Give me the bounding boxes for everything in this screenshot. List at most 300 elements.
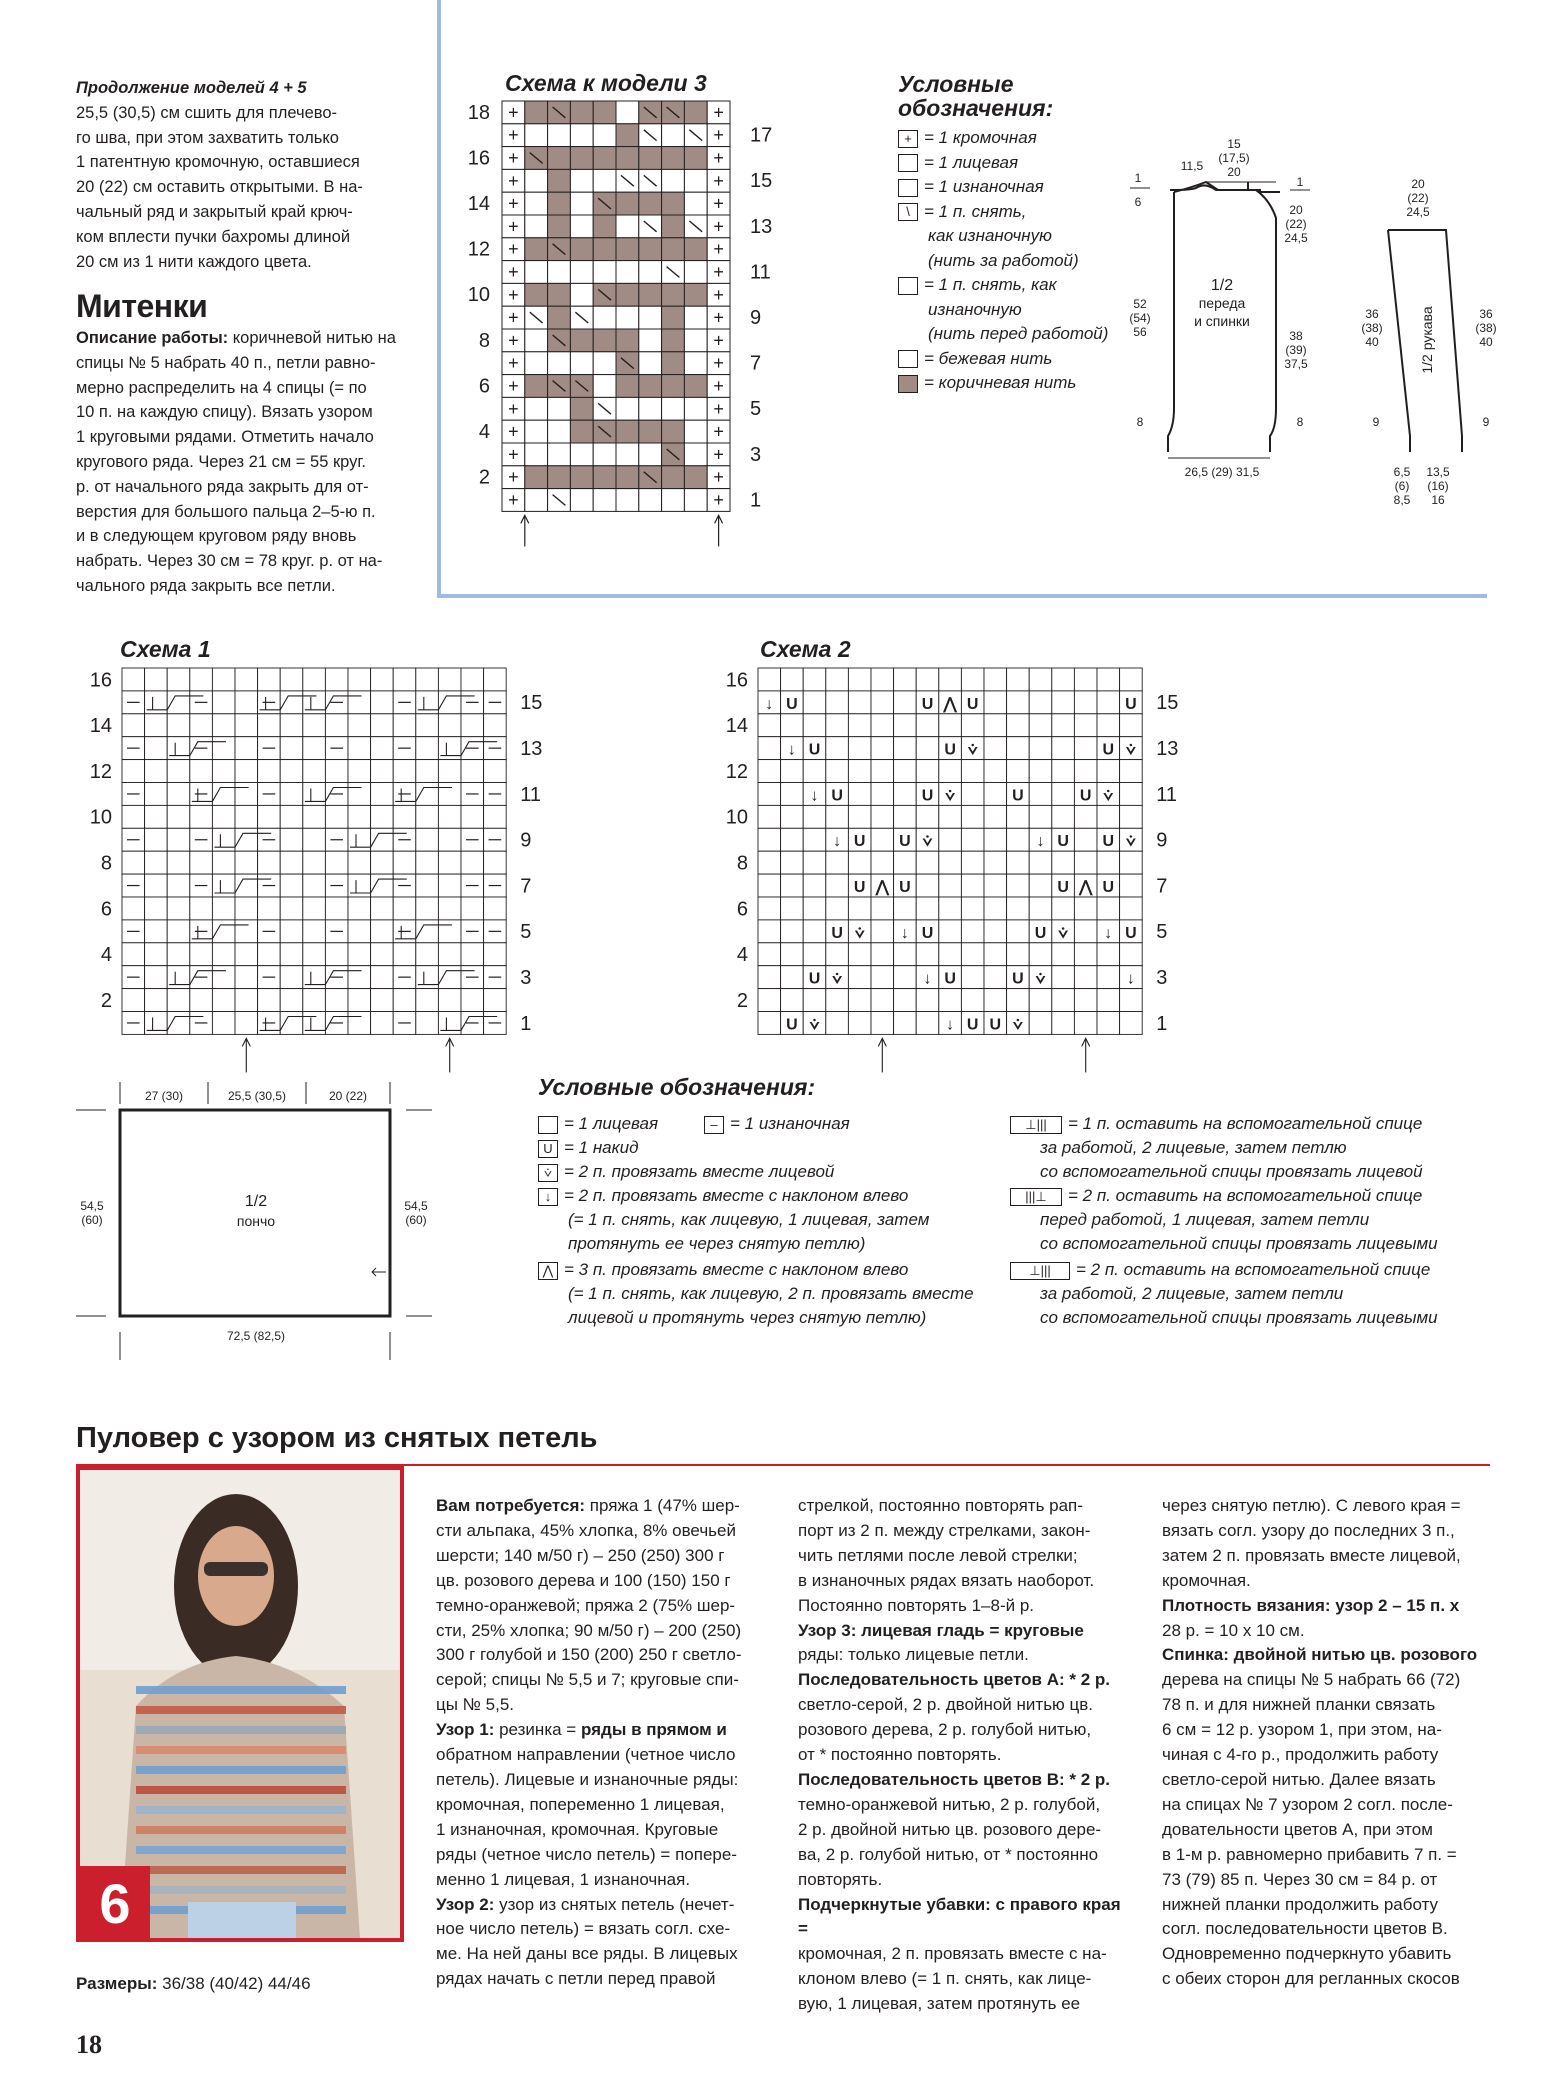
dim-top3: 20 [1227,165,1241,179]
chart-cell [235,737,258,760]
yarn-over-symbol: U [944,970,956,988]
chart-cell [393,943,416,966]
chart-cell [438,805,461,828]
chart-cell [916,897,939,920]
chart-cell [548,466,571,489]
chart-cell [593,329,616,352]
sl-w1c: 8,5 [1393,493,1411,507]
text-line: через снятую петлю). С левого края = [1162,1496,1461,1515]
yarn-over-symbol: U [1012,970,1024,988]
chart-cell [525,169,548,192]
chart-cell [1029,851,1052,874]
text-line: Последовательность цветов А: * 2 р. [798,1670,1110,1690]
chart-cell [438,874,461,897]
dim-l3: 56 [1133,325,1147,339]
chart-cell [961,989,984,1012]
text-line [436,1569,766,1594]
chart-cell [1120,783,1143,806]
poncho-dim-left1: 54,5 [80,1199,104,1213]
chart-cell [916,851,939,874]
text-line [436,1893,766,1918]
chart-cell [235,783,258,806]
chart-cell [826,805,849,828]
chart-cell [570,147,593,170]
legend2-text: = 1 изнаночная [730,1114,850,1133]
legend2-item [568,1232,865,1256]
chart-cell [348,943,371,966]
chart-cell [961,760,984,783]
sl-top3: 24,5 [1406,205,1430,219]
dim-b2: 8 [1296,415,1304,429]
text-line [436,1793,766,1818]
chart-cell [1097,668,1120,691]
chart-cell [1029,1012,1052,1035]
mitenki-title: Митенки [76,288,208,324]
text-line: от * постоянно повторять. [798,1745,1002,1765]
chart-cell [145,943,168,966]
chart-cell [961,897,984,920]
chart-cell [325,668,348,691]
edge-symbol: + [508,353,519,374]
chart-cell [984,668,1007,691]
edge-symbol: + [508,398,519,419]
chart-cell [758,851,781,874]
chart-cell [758,897,781,920]
chart-cell [303,943,326,966]
row-number-left: 4 [100,944,112,967]
chart-cell [570,466,593,489]
dim-l1: 52 [1133,297,1147,311]
chart-cell [303,851,326,874]
yarn-over-symbol: U [808,970,821,988]
legend3-symbol-icon: + [898,130,918,148]
chart-cell [145,897,168,920]
chart-cell [438,783,461,806]
chart-cell [235,897,258,920]
chart-cell [348,714,371,737]
row-number-left: 18 [467,101,490,124]
legend2-item [538,1112,658,1136]
text-line [436,1668,766,1693]
legend2-symbol-icon: ⊥||| [1010,1262,1070,1280]
chart-cell [1029,943,1052,966]
legend2-item [1040,1160,1423,1184]
chart-cell [438,943,461,966]
chart-cell [122,668,145,691]
chart-cell [438,737,461,760]
chart-cell [548,169,571,192]
chart-cell [781,668,804,691]
text-line: 78 п. и для нижней планки связать [1162,1695,1436,1715]
sl-r3: 40 [1479,335,1493,349]
edge-symbol: + [713,421,724,442]
chart-cell [1120,760,1143,783]
chart-cell [758,966,781,989]
chart-cell [1007,989,1030,1012]
chart-cell [235,943,258,966]
text-line [436,1594,766,1619]
legend3-text: как изнаночную [928,226,1052,245]
chart-cell [1029,989,1052,1012]
chart-cell [826,897,849,920]
chart-cell [984,851,1007,874]
poncho-label2: пончо [236,1213,276,1229]
chart-cell [961,783,984,806]
row-number-right: 11 [1156,783,1177,806]
legend3-symbol-icon [898,277,918,295]
yarn-over-symbol: U [1102,878,1115,896]
legend3-title1: Условные [898,71,1014,97]
schema1-grid [76,664,676,1076]
chart-cell [416,714,439,737]
chart-cell [303,737,326,760]
chart-cell [393,851,416,874]
line-text: 300 г голубой и 150 (200) 250 г светло- [436,1645,742,1665]
row-number-right: 5 [1156,921,1168,944]
edge-symbol: + [508,239,519,260]
chart-cell [438,714,461,737]
chart-cell [1120,714,1143,737]
row-number-left: 2 [100,989,112,1012]
schema2-grid [712,664,1312,1076]
chart-cell [593,352,616,375]
chart-cell [393,989,416,1012]
text-line: 10 п. на каждую спицу). Вязать узором [76,403,373,422]
chart-cell [1074,943,1097,966]
chart-cell [303,783,326,806]
sleeve-label: 1/2 рукава [1419,306,1435,374]
chart-cell [438,851,461,874]
chart-cell [662,147,685,170]
legend2-item [1040,1282,1343,1306]
text-line: 25,5 (30,5) см сшить для плечево- [76,103,337,122]
chart-cell [616,261,639,284]
dim-width: 26,5 (29) 31,5 [1184,465,1260,479]
chart-cell [438,828,461,851]
chart-cell [684,192,707,215]
yarn-over-symbol: U [1102,741,1115,759]
legend2-symbol-icon: – [704,1116,724,1134]
legend3-symbol-icon [898,375,918,393]
chart-cell [416,874,439,897]
chart-cell [484,943,507,966]
legend2-text: перед работой, 1 лицевая, затем петли [1040,1210,1370,1229]
chart-cell [1074,668,1097,691]
chart-cell [684,443,707,466]
chart-cell [826,851,849,874]
chart-cell [1052,691,1075,714]
chart-cell [684,352,707,375]
chart-cell [348,920,371,943]
chart-cell [984,805,1007,828]
text-line [436,1967,766,1992]
text-line: ряды: только лицевые петли. [798,1645,1029,1665]
sl-r2: (38) [1475,321,1497,335]
chart-cell [167,828,190,851]
chart-cell [280,691,303,714]
sweater-stripe [136,1766,346,1774]
chart-cell [348,851,371,874]
chart-cell [684,283,707,306]
chart-cell [616,147,639,170]
chart-cell [961,851,984,874]
chart-cell [212,805,235,828]
row-number-left: 14 [89,715,112,738]
edge-symbol: + [713,353,724,374]
chart-cell [570,283,593,306]
legend2-text: = 2 п. оставить на вспомогательной спице [1068,1186,1423,1205]
chart-cell [348,783,371,806]
legend2-item [568,1208,929,1232]
chart-cell [280,828,303,851]
chart-cell [416,828,439,851]
row-number-left: 4 [736,944,748,967]
text-line: повторять. [798,1869,883,1889]
chart-cell [212,783,235,806]
chart-cell [258,760,281,783]
legend3-text: = 1 изнаночная [924,177,1044,196]
chart-cell [1029,760,1052,783]
chart-cell [371,760,394,783]
text-line: в 1-м р. равномерно прибавить 7 п. = [1162,1844,1457,1864]
text-line: ком вплести пучки бахромы длиной [76,227,351,246]
frame-horizontal-line [437,594,1487,598]
text-line: дерева на спицы № 5 набрать 66 (72) [1162,1670,1461,1690]
edge-symbol: + [713,444,724,465]
chart-cell [325,805,348,828]
chart-cell [303,1012,326,1035]
continuation-text [76,76,406,274]
row-number-right: 7 [1156,875,1168,898]
chart-cell [280,851,303,874]
chart-cell [894,783,917,806]
chart-cell [416,966,439,989]
chart-cell [1074,805,1097,828]
chart-cell [1074,828,1097,851]
chart-cell [525,101,548,124]
sl-b2: 9 [1482,415,1490,429]
edge-symbol: + [508,307,519,328]
chart-cell [325,760,348,783]
chart-cell [939,714,962,737]
chart-cell [616,329,639,352]
chart-cell [416,805,439,828]
edge-symbol: + [713,216,724,237]
k2tog-symbol: ⩒ [832,970,842,988]
chart-cell [371,691,394,714]
legend3-symbol-icon [898,350,918,368]
chart-cell [662,238,685,261]
chart-cell [212,943,235,966]
chart-cell [1097,897,1120,920]
chart-cell [984,897,1007,920]
legend2-text: со вспомогательной спицы провязать лицевыми [1040,1234,1438,1253]
poncho-dim-top3: 20 (22) [328,1089,368,1103]
text-line [436,1818,766,1843]
chart-cell [393,897,416,920]
chart-cell [525,489,548,512]
text-line [436,1868,766,1893]
row-number-left: 10 [89,806,112,829]
chart-cell [803,989,826,1012]
chart-cell [167,966,190,989]
sweater-stripe [136,1826,346,1834]
chart-cell [348,874,371,897]
chart-cell [848,989,871,1012]
text-line: ва, 2 р. голубой нитью, от * постоянно [798,1844,1099,1864]
chart-cell [371,805,394,828]
edge-symbol: + [508,376,519,396]
text-line: довательности цветов А, при этом [1162,1819,1433,1839]
chart-cell [325,943,348,966]
chart-cell [1120,1012,1143,1035]
chart-cell [593,261,616,284]
chart-cell [593,375,616,398]
legend2-text: = 1 лицевая [564,1114,659,1133]
chart-cell [416,668,439,691]
chart-cell [303,874,326,897]
chart-cell [167,920,190,943]
edge-symbol: + [713,102,724,123]
chart-cell [826,714,849,737]
chart-cell [1074,897,1097,920]
chart-cell [871,943,894,966]
text-line: с обеих сторон для регланных скосов [1162,1969,1460,1989]
chart-cell [438,966,461,989]
chart-cell [662,375,685,398]
chart-cell [484,805,507,828]
text-line: клоном влево (= 1 п. снять, как лице- [798,1969,1092,1989]
sl-r1: 36 [1479,307,1493,321]
chart-cell [1120,874,1143,897]
dim-h2: (22) [1285,217,1307,231]
text-line: и в следующем круговом ряду вновь [76,527,357,546]
chart-cell [548,147,571,170]
row-number-right: 13 [1156,738,1179,761]
yarn-over-symbol: U [831,924,843,942]
chart-cell [548,352,571,375]
chart-cell [371,1012,394,1035]
chart-cell [280,783,303,806]
schema3-grid [460,96,880,556]
text-line [436,1494,766,1519]
edge-symbol: + [713,193,724,214]
k2tog-left-symbol: ↓ [765,695,774,713]
chart-cell [826,760,849,783]
chart-cell [894,966,917,989]
chart-cell [593,124,616,147]
chart-cell [325,897,348,920]
k2tog-left-symbol: ↓ [787,741,796,759]
text-line [436,1917,766,1942]
row-number-right: 7 [520,875,532,898]
edge-symbol: + [508,170,519,191]
k2tog-left-symbol: ↓ [833,833,842,851]
chart-cell [280,805,303,828]
text-column-3 [1162,1494,1492,1992]
chart-cell [758,989,781,1012]
row-number-left: 12 [89,760,112,783]
chart-cell [190,989,213,1012]
chart-cell [438,691,461,714]
legend3-text: (нить перед работой) [928,324,1109,343]
row-number-right: 3 [520,967,532,990]
legend2-text: = 1 п. оставить на вспомогательной спице [1068,1114,1423,1133]
chart-cell [461,714,484,737]
edge-symbol: + [508,467,519,488]
legend2-item [1040,1232,1438,1256]
line-text: темно-оранжевой; пряжа 2 (75% шер- [436,1595,736,1615]
chart-cell [684,101,707,124]
chart-cell [616,215,639,238]
chart-cell [280,737,303,760]
edge-symbol: + [713,467,724,488]
chart-cell [871,989,894,1012]
chart-cell [212,989,235,1012]
chart-cell [212,897,235,920]
yarn-over-symbol: U [1057,878,1069,896]
edge-symbol: + [508,193,519,214]
yarn-over-symbol: U [989,1016,1002,1034]
k3tog-symbol: ⋀ [1079,878,1093,896]
chart-cell [939,760,962,783]
chart-cell [122,851,145,874]
chart-cell [348,1012,371,1035]
chart-cell [167,989,190,1012]
chart-cell [1074,920,1097,943]
chart-cell [212,874,235,897]
chart-cell [235,714,258,737]
chart-cell [616,192,639,215]
yarn-over-symbol: U [1079,787,1092,805]
chart-cell [758,874,781,897]
chart-cell [235,989,258,1012]
yarn-over-symbol: U [899,833,911,851]
poncho-dim-left2: (60) [81,1213,103,1227]
legend2-item [1040,1208,1369,1232]
text-line: спицы № 5 набрать 40 п., петли равно- [76,353,376,372]
chart-cell [961,966,984,989]
chart-cell [803,874,826,897]
chart-cell [593,238,616,261]
chart-cell [758,943,781,966]
edge-symbol: + [713,490,724,510]
chart-cell [325,714,348,737]
k2tog-symbol: ⩒ [922,833,933,851]
chart-cell [781,897,804,920]
chart-cell [570,215,593,238]
chart-cell [303,714,326,737]
text-column-2 [798,1494,1128,2017]
chart-cell [525,443,548,466]
chart-cell [781,760,804,783]
chart-cell [280,714,303,737]
chart-cell [212,966,235,989]
chart-cell [1097,943,1120,966]
chart-cell [662,192,685,215]
chart-cell [167,805,190,828]
poncho-diagram [76,1070,456,1360]
chart-cell [525,397,548,420]
arrow-icon [372,1268,386,1276]
dim-side1: 1 [1134,171,1142,185]
row-number-right: 15 [1156,692,1179,715]
chart-cell [212,1012,235,1035]
text-line: Узор 3: лицевая гладь = круговые [798,1620,1084,1640]
line-text: цы № 5,5. [436,1695,514,1715]
chart-cell [416,897,439,920]
edge-symbol: + [508,125,519,146]
